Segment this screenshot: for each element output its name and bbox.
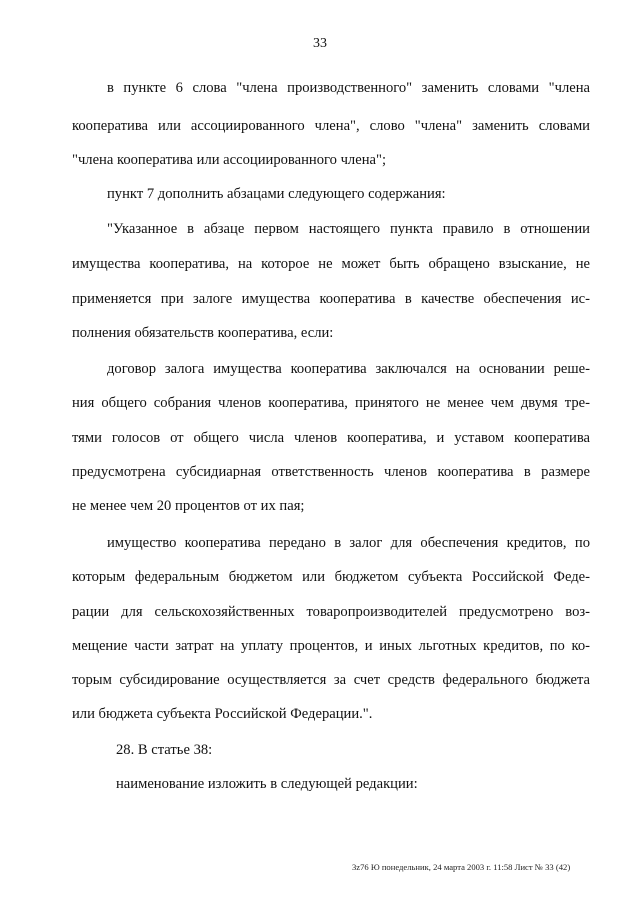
- text-line: в пункте 6 слова "члена производственного" заменить словами "члена: [107, 80, 590, 96]
- text-line: применяется при залоге имущества кооператива в качестве обеспечения ис-: [72, 291, 590, 307]
- text-line: мещение части затрат на уплату процентов, и иных льготных кредитов, по ко-: [72, 638, 590, 654]
- text-line: рации для сельскохозяйственных товаропроизводителей предусмотрено воз-: [72, 604, 590, 620]
- text-line: которым федеральным бюджетом или бюджетом субъекта Российской Феде-: [72, 569, 590, 585]
- text-line: наименование изложить в следующей редакции:: [116, 776, 418, 792]
- footer-stamp: 3z76 Ю понедельник, 24 марта 2003 г. 11:58 Лист № 33 (42): [352, 862, 571, 872]
- text-line: кооператива или ассоциированного члена", слово "члена" заменить словами: [72, 118, 590, 134]
- text-line: имущество кооператива передано в залог для обеспечения кредитов, по: [107, 535, 590, 551]
- text-line: пункт 7 дополнить абзацами следующего содержания:: [107, 186, 446, 202]
- text-line: "члена кооператива или ассоциированного члена";: [72, 152, 386, 168]
- page-number: 33: [313, 36, 327, 51]
- text-line: предусмотрена субсидиарная ответственность членов кооператива в размере: [72, 464, 590, 480]
- text-line: полнения обязательств кооператива, если:: [72, 325, 334, 341]
- text-line: или бюджета субъекта Российской Федерации.".: [72, 706, 373, 722]
- text-line: "Указанное в абзаце первом настоящего пункта правило в отношении: [107, 221, 590, 237]
- section-heading: 28. В статье 38:: [116, 742, 213, 758]
- text-line: ния общего собрания членов кооператива, принятого не менее чем двумя тре-: [72, 395, 590, 411]
- text-line: торым субсидирование осуществляется за счет средств федерального бюджета: [72, 672, 590, 688]
- text-line: имущества кооператива, на которое не может быть обращено взыскание, не: [72, 256, 590, 272]
- text-line: не менее чем 20 процентов от их пая;: [72, 498, 305, 514]
- text-line: договор залога имущества кооператива заключался на основании реше-: [107, 361, 590, 377]
- text-line: тями голосов от общего числа членов кооператива, и уставом кооператива: [72, 430, 590, 446]
